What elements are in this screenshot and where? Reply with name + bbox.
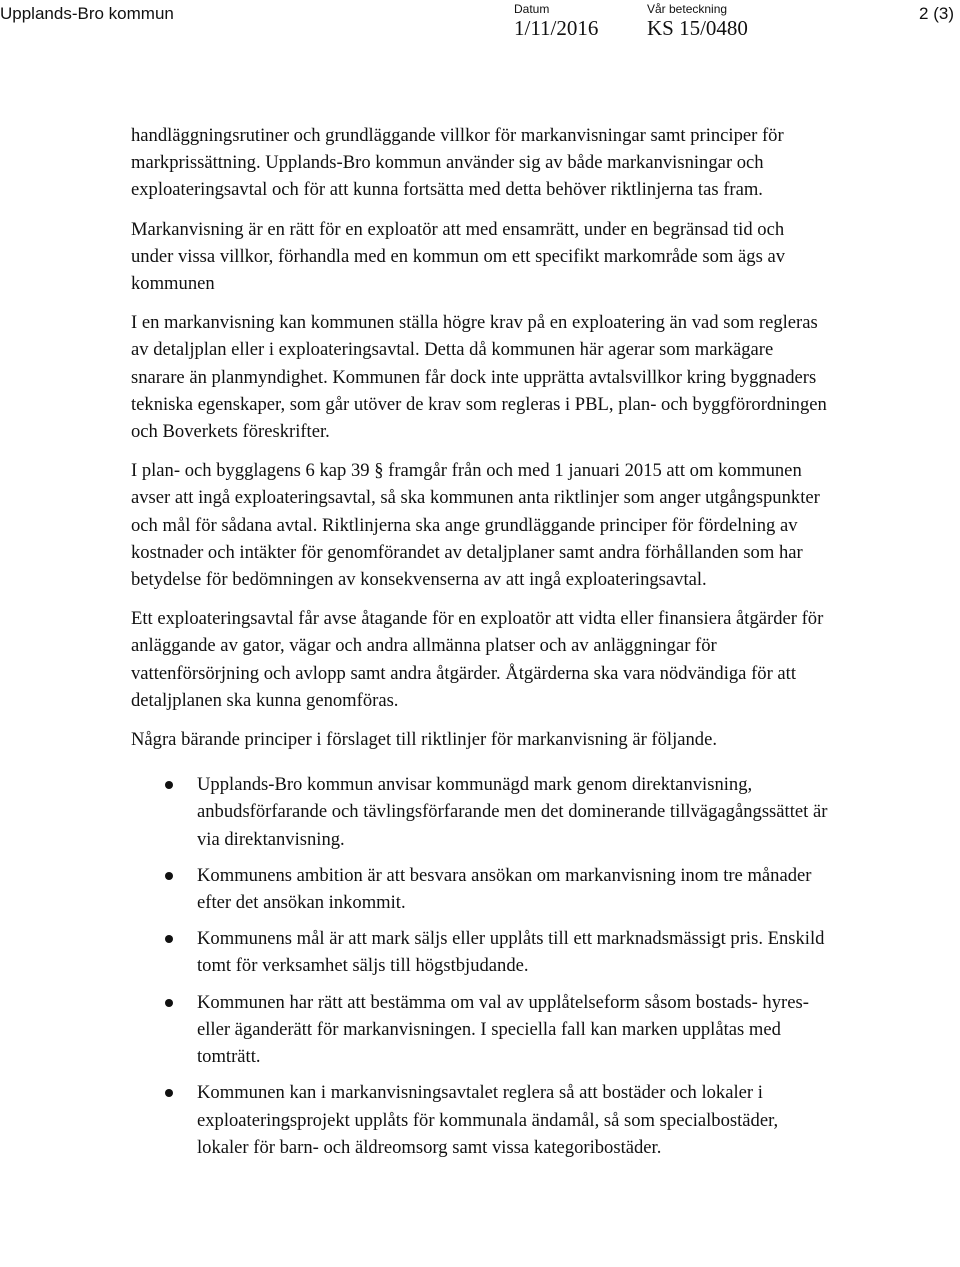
list-item-text: Kommunen har rätt att bestämma om val av upplåtelseform såsom bostads- hyres- eller äganderätt för markanvisningen. I speciella fall kan marken upplåtas med tomträtt.: [197, 991, 809, 1068]
paragraph: Några bärande principer i förslaget till riktlinjer för markanvisning är följande.: [131, 729, 718, 751]
list-item-text: Kommunens ambition är att besvara ansökan om markanvisning inom tre månader efter det ansökan inkommit.: [197, 864, 812, 914]
bullet-icon: [165, 935, 173, 943]
date-value: 1/11/2016: [514, 16, 599, 40]
paragraph: Ett exploateringsavtal får avse åtagande för en exploatör att vidta eller finansiera åtgärder för anläggande av gator, vägar och andra allmänna platser och av anläggningar för vattenförsörjning och avlopp samt andra åtgärder. Åtgärderna ska vara nödvändiga för att detaljplanen ska kunna genomföras.: [131, 608, 824, 711]
bullet-icon: [165, 781, 173, 789]
list-item: [131, 771, 831, 853]
date-label: Datum: [514, 2, 550, 16]
list-item: [131, 989, 831, 1071]
list-item-text: Upplands-Bro kommun anvisar kommunägd mark genom direktanvisning, anbudsförfarande och tävlingsförfarande men det dominerande tillvägagångssättet är via direktanvisning.: [197, 774, 828, 850]
reference-value: KS 15/0480: [647, 16, 748, 40]
document-body: [131, 122, 831, 1161]
paragraph: Markanvisning är en rätt för en exploatör att med ensamrätt, under en begränsad tid och under vissa villkor, förhandla med en kommun om ett specifikt markområde som ägs av kommunen: [131, 218, 786, 295]
paragraph: I en markanvisning kan kommunen ställa högre krav på en exploatering än vad som regleras av detaljplan eller i exploateringsavtal. Detta då kommunen här agerar som markägare snarare än planmyndighet. Kommunen får dock inte upprätta avtalsvillkor kring byggnaders tekniska egenskaper, som går utöver de krav som regleras i PBL, plan- och byggförordningen och Boverkets föreskrifter.: [131, 312, 827, 443]
reference-label: Vår beteckning: [647, 2, 728, 16]
paragraph: handläggningsrutiner och grundläggande villkor för markanvisningar samt principer för markprissättning. Upplands-Bro kommun använder sig av både markanvisningar och exploateringsavtal och för att kunna fortsätta med detta behöver riktlinjerna tas fram.: [131, 125, 784, 201]
bullet-icon: [165, 999, 173, 1007]
list-item-text: Kommunens mål är att mark säljs eller upplåts till ett marknadsmässigt pris. Enskild tomt för verksamhet säljs till högstbjudande.: [197, 928, 825, 977]
list-item: [131, 862, 831, 916]
paragraph: I plan- och bygglagens 6 kap 39 § framgår från och med 1 januari 2015 att om kommunen avser att ingå exploateringsavtal, så ska kommunen anta riktlinjer som anger utgångspunkter och mål för sådana avtal. Riktlinjerna ska ange grundläggande principer för fördelning av kostnader och intäkter för genomförandet av detaljplaner samt andra förhållanden som har betydelse för bedömningen av konsekvenserna av att ingå exploateringsavtal.: [131, 460, 820, 591]
organization-name: Upplands-Bro kommun: [0, 4, 174, 23]
list-item-text: Kommunen kan i markanvisningsavtalet reglera så att bostäder och lokaler i exploateringsprojekt upplåts för kommunala ändamål, så som specialbostäder, lokaler för barn- och äldreomsorg samt vissa kategoribostäder.: [197, 1082, 779, 1158]
list-item: [131, 1079, 831, 1161]
principles-list: [131, 771, 831, 1161]
list-item: [131, 925, 831, 979]
page-header: [0, 0, 960, 50]
bullet-icon: [165, 1089, 173, 1097]
bullet-icon: [165, 872, 173, 880]
page-number: 2 (3): [919, 4, 954, 23]
